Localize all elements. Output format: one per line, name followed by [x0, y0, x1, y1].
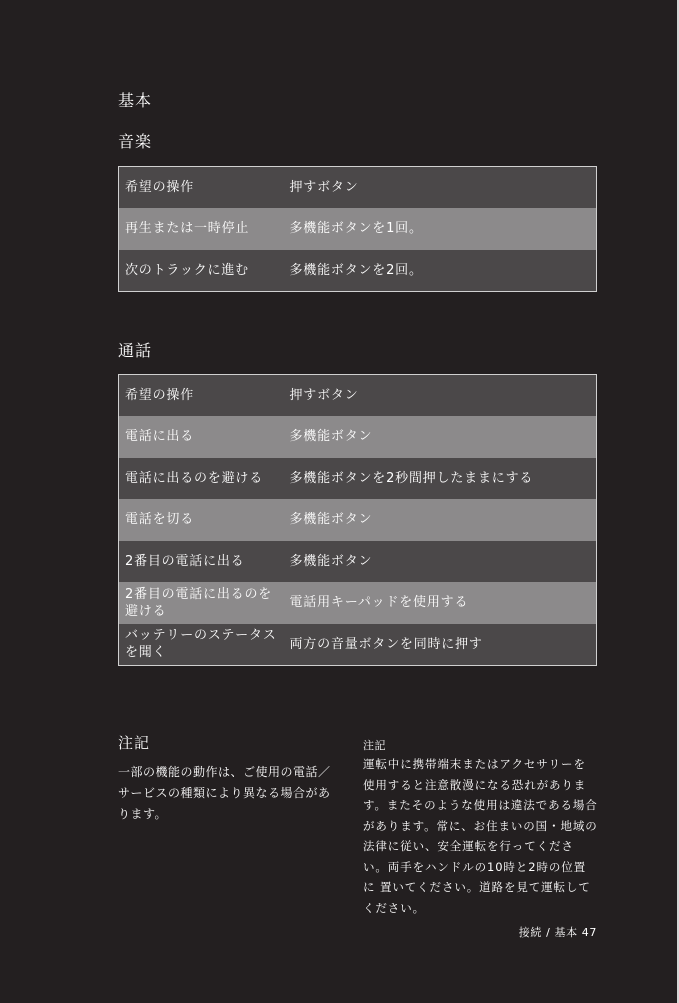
music-table — [118, 166, 597, 292]
table-header-action: 希望の操作 — [119, 167, 284, 209]
table-row — [119, 541, 597, 583]
note-heading: 注記 — [118, 734, 151, 752]
table-cell-button: 多機能ボタンを2回。 — [284, 250, 597, 292]
table-row — [119, 499, 597, 541]
table-row — [119, 167, 597, 209]
table-cell-button: 多機能ボタン — [284, 541, 597, 583]
table-row — [119, 582, 597, 624]
table-cell-action: 電話に出る — [119, 416, 284, 458]
table-cell-action: 再生または一時停止 — [119, 208, 284, 250]
page-footer: 接続 / 基本 47 — [518, 926, 597, 939]
table-row — [119, 250, 597, 292]
table-cell-action: 2番目の電話に出るのを避ける — [119, 582, 284, 624]
table-cell-button: 多機能ボタンを1回。 — [284, 208, 597, 250]
side-note-text: 運転中に携帯端末またはアクセサリーを使用すると注意散漫になる恐れがあります。またそのような使用は違法である場合があります。常に、お住まいの国・地域の法律に従い、安全運転を行ってください。両手をハンドルの10時と2時の位置に 置いてください。道路を見て運転してください。 — [363, 757, 598, 915]
side-note-title: 注記 — [363, 739, 386, 752]
call-table — [118, 374, 597, 666]
table-header-button: 押すボタン — [284, 167, 597, 209]
call-heading: 通話 — [118, 341, 153, 360]
table-cell-button: 多機能ボタン — [284, 416, 597, 458]
table-row — [119, 458, 597, 500]
table-row — [119, 624, 597, 666]
table-cell-button: 電話用キーパッドを使用する — [284, 582, 597, 624]
music-heading: 音楽 — [118, 132, 153, 151]
table-cell-action: 2番目の電話に出る — [119, 541, 284, 583]
table-header-action: 希望の操作 — [119, 375, 284, 417]
table-cell-button: 多機能ボタンを2秒間押したままにする — [284, 458, 597, 500]
table-row — [119, 375, 597, 417]
table-cell-action: 電話に出るのを避ける — [119, 458, 284, 500]
section-title: 基本 — [118, 91, 153, 110]
table-cell-button: 両方の音量ボタンを同時に押す — [284, 624, 597, 666]
table-header-button: 押すボタン — [284, 375, 597, 417]
table-cell-action: 次のトラックに進む — [119, 250, 284, 292]
table-row — [119, 208, 597, 250]
table-cell-button: 多機能ボタン — [284, 499, 597, 541]
table-cell-action: バッテリーのステータスを聞く — [119, 624, 284, 666]
note-text: 一部の機能の動作は、ご使用の電話／サービスの種類により異なる場合があります。 — [118, 765, 331, 821]
table-cell-action: 電話を切る — [119, 499, 284, 541]
table-row — [119, 416, 597, 458]
